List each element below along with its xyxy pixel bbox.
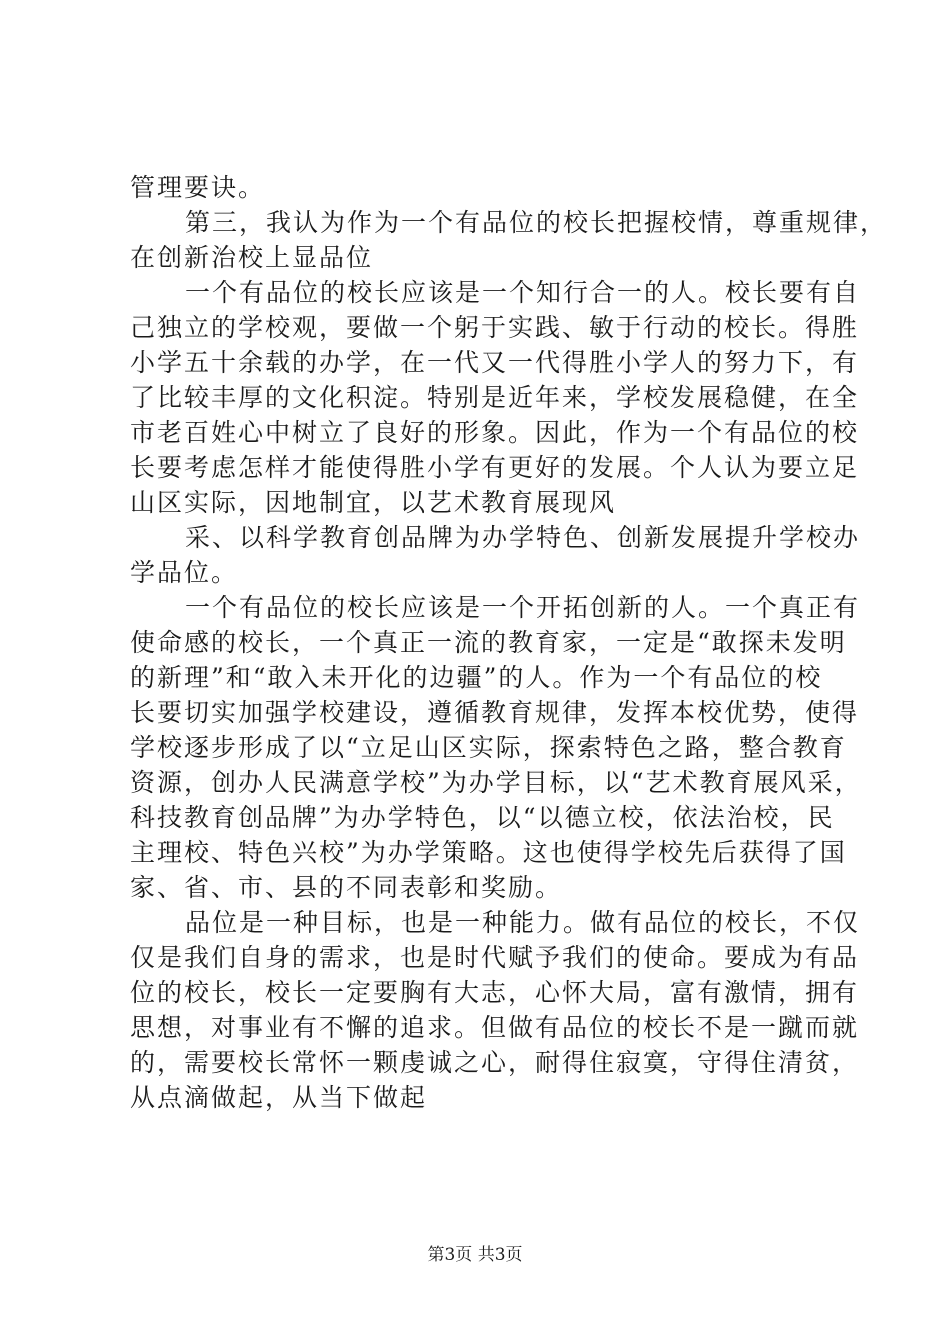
document-body (130, 170, 888, 1115)
text-line: 使命感的校长，一个真正一流的教育家，一定是“敢探未发明 (130, 628, 847, 657)
text-line: 山区实际，因地制宜，以艺术教育展现风 (130, 488, 617, 517)
text-line: 长要切实加强学校建设，遵循教育规律，发挥本校优势，使得 (130, 698, 860, 727)
text-line: 品位是一种目标，也是一种能力。做有品位的校长，不仅 (185, 908, 861, 937)
text-line: 的新理”和“敢入未开化的边疆”的人。作为一个有品位的校 (130, 663, 823, 692)
text-line: 市老百姓心中树立了良好的形象。因此，作为一个有品位的校 (130, 418, 860, 447)
text-line: 资源，创办人民满意学校”为办学目标，以“艺术教育展风采， (130, 768, 862, 797)
text-line: 家、省、市、县的不同表彰和奖励。 (130, 873, 563, 902)
text-line: 一个有品位的校长应该是一个知行合一的人。校长要有自 (185, 278, 861, 307)
text-line: 一个有品位的校长应该是一个开拓创新的人。一个真正有 (185, 593, 861, 622)
text-line: 管理要诀。 (130, 173, 266, 202)
text-line: 仅是我们自身的需求，也是时代赋予我们的使命。要成为有品 (130, 943, 860, 972)
text-line: 从点滴做起，从当下做起 (130, 1083, 428, 1112)
text-line: 采、以科学教育创品牌为办学特色、创新发展提升学校办 (185, 523, 861, 552)
text-line: 己独立的学校观，要做一个躬于实践、敏于行动的校长。得胜 (130, 313, 860, 342)
text-line: 小学五十余载的办学，在一代又一代得胜小学人的努力下，有 (130, 348, 860, 377)
text-line: 长要考虑怎样才能使得胜小学有更好的发展。个人认为要立足 (130, 453, 860, 482)
text-line: 位的校长，校长一定要胸有大志，心怀大局，富有激情，拥有 (130, 978, 860, 1007)
text-line: 科技教育创品牌”为办学特色，以“以德立校，依法治校，民 (130, 803, 835, 832)
text-line: 了比较丰厚的文化积淀。特别是近年来，学校发展稳健，在全 (130, 383, 860, 412)
text-line: 主理校、特色兴校”为办学策略。这也使得学校先后获得了国 (130, 838, 847, 867)
text-line: 的，需要校长常怀一颗虔诚之心，耐得住寂寞，守得住清贫， (130, 1048, 860, 1077)
text-line: 第三，我认为作为一个有品位的校长把握校情，尊重规律， (185, 208, 888, 237)
text-line: 思想，对事业有不懈的追求。但做有品位的校长不是一蹴而就 (130, 1013, 860, 1042)
text-line: 学品位。 (130, 558, 239, 587)
page-footer: 第3页 共3页 (427, 1245, 523, 1265)
text-line: 学校逐步形成了以“立足山区实际，探索特色之路，整合教育 (130, 733, 847, 762)
text-line: 在创新治校上显品位 (130, 243, 374, 272)
